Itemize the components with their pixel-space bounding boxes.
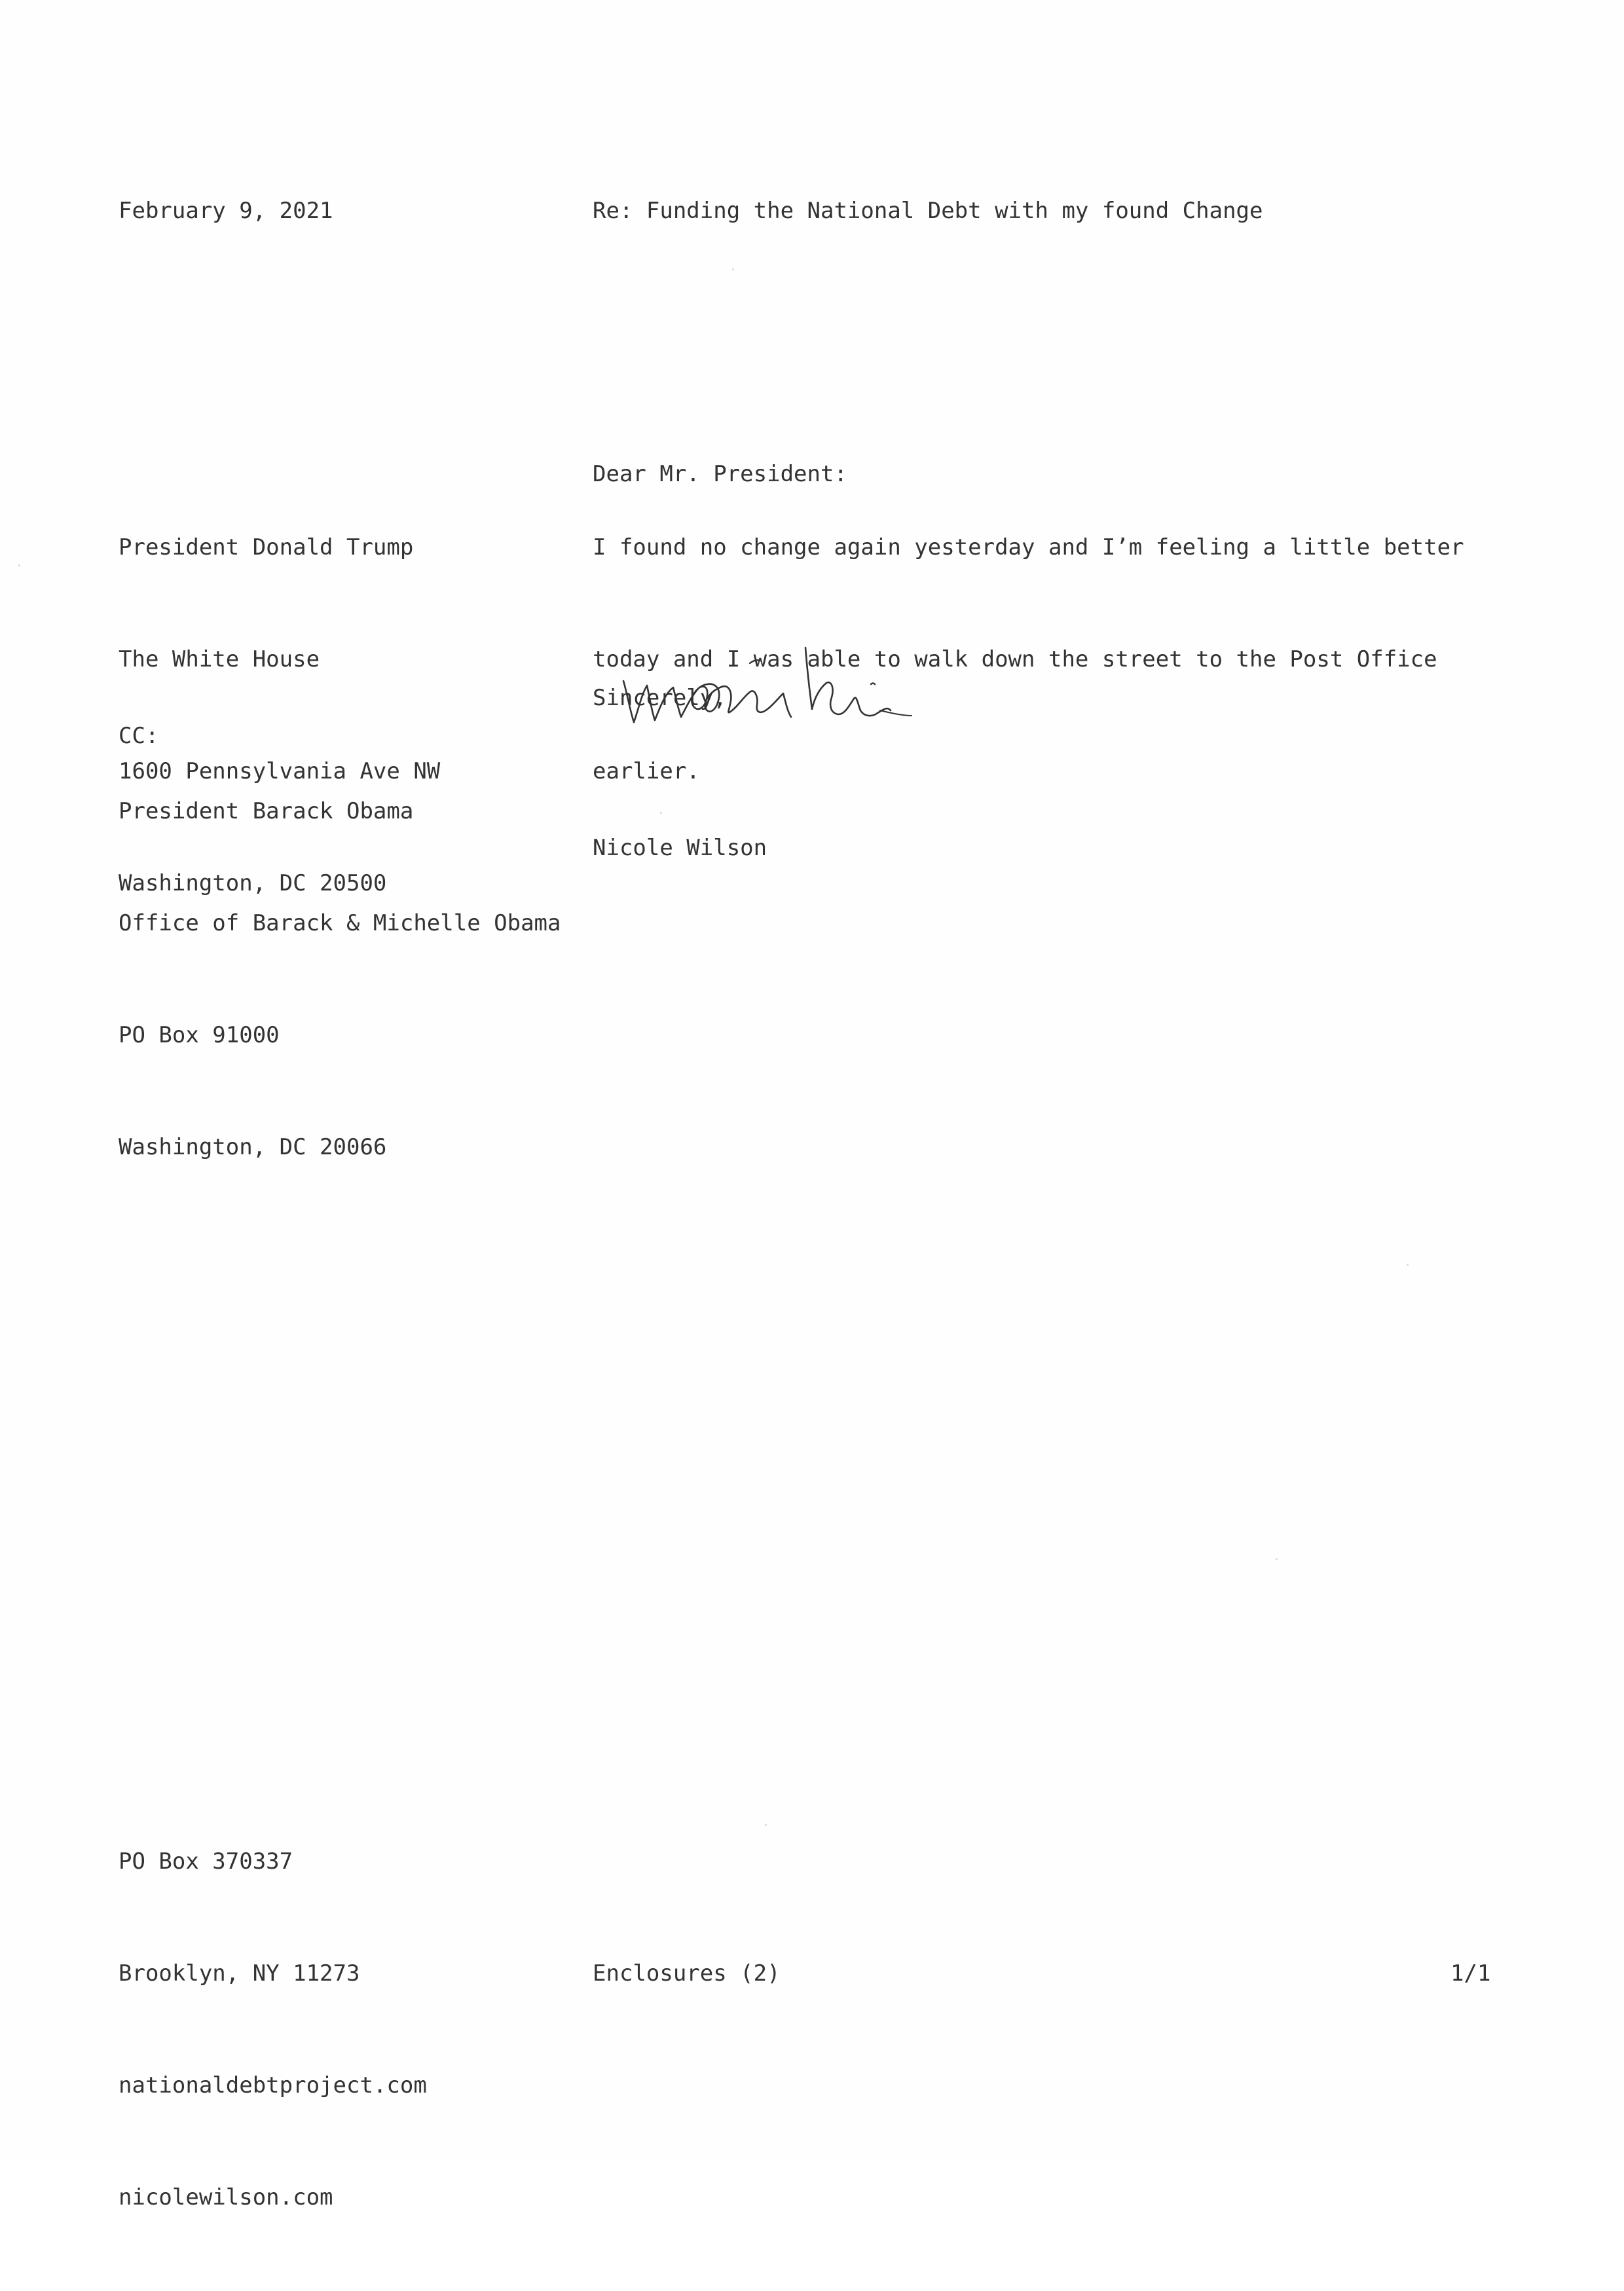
page-number	[1450, 1880, 1504, 2067]
subject-line	[593, 118, 1263, 304]
sender-website: nationaldebtproject.com	[119, 2072, 427, 2099]
paper-speck	[732, 268, 734, 270]
recipient-city: Washington, DC 20500	[119, 870, 387, 896]
signer-name	[593, 755, 767, 942]
recipient-street: 1600 Pennsylvania Ave NW	[119, 758, 441, 784]
sender-address	[119, 1769, 427, 2291]
recipient-name: President Donald Trump	[119, 534, 414, 560]
paper-speck	[660, 812, 662, 814]
body-line: earlier.	[593, 758, 700, 784]
paper-speck	[1407, 1264, 1409, 1266]
cc-recipient-street: PO Box 91000	[119, 1022, 280, 1048]
cc-recipient-organization: Office of Barack & Michelle Obama	[119, 910, 561, 936]
enclosures-note	[593, 1880, 781, 2067]
body-line: today and I was able to walk down the street to the Post Office	[593, 646, 1437, 672]
cc-recipient-name: President Barack Obama	[119, 798, 414, 824]
enclosures-text: Enclosures (2)	[593, 1960, 781, 1987]
letter-date	[119, 118, 333, 304]
cc-recipient-address	[119, 718, 561, 1241]
paper-speck	[765, 1824, 767, 1826]
paper-speck	[18, 564, 20, 566]
handwritten-signature-icon	[616, 645, 969, 737]
subject-text: Re: Funding the National Debt with my found Change	[593, 198, 1263, 224]
salutation-text: Dear Mr. President:	[593, 461, 847, 487]
date-text: February 9, 2021	[119, 198, 333, 224]
body-line: I found no change again yesterday and I’m feeling a little better	[593, 534, 1464, 560]
cc-recipient-city: Washington, DC 20066	[119, 1134, 387, 1160]
sender-website: nicolewilson.com	[119, 2184, 333, 2210]
cc-label-text: CC:	[119, 723, 159, 749]
sender-city: Brooklyn, NY 11273	[119, 1960, 360, 1987]
signer-name-text: Nicole Wilson	[593, 835, 767, 861]
page-number-text: 1/1	[1450, 1960, 1491, 1987]
recipient-organization: The White House	[119, 646, 320, 672]
sender-po-box: PO Box 370337	[119, 1848, 293, 1875]
paper-speck	[1276, 1558, 1278, 1560]
closing-text: Sincerely,	[593, 685, 727, 711]
